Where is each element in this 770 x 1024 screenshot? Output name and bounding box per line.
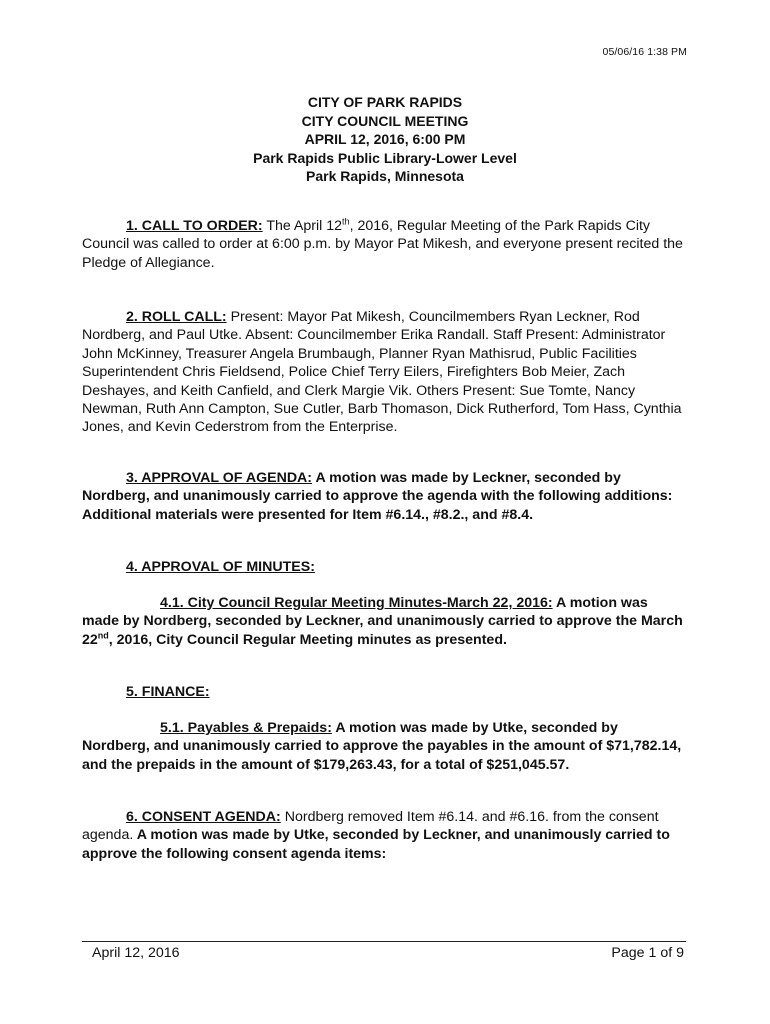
- print-timestamp: 05/06/16 1:38 PM: [602, 46, 687, 58]
- agenda-paragraph: 3. APPROVAL OF AGENDA: A motion was made by Leckner, seconded by Nordberg, and unanimously carried to approve the agenda with the following additions: Additional materials were presented for Item #6.14., #8.2., and #8.4.: [82, 470, 673, 523]
- finance-heading-line: [82, 683, 684, 701]
- agenda-heading: 3. APPROVAL OF AGENDA:: [126, 470, 313, 486]
- footer-page-number: Page 1 of 9: [611, 945, 684, 961]
- header-city-state: Park Rapids, Minnesota: [306, 168, 464, 184]
- header-meeting: CITY COUNCIL MEETING: [301, 112, 469, 129]
- minutes-heading-line: [82, 558, 684, 576]
- section-minutes-item: [82, 594, 684, 649]
- meeting-header: [0, 93, 770, 186]
- call-to-order-paragraph: 1. CALL TO ORDER: The April 12th, 2016, Regular Meeting of the Park Rapids City Council was called to order at 6:00 p.m. by Mayor Pat Mikesh, and everyone present recited the Pledge of Allegiance.: [82, 216, 683, 271]
- roll-call-heading: 2. ROLL CALL:: [126, 309, 227, 325]
- payables-heading: 5.1. Payables & Prepaids:: [160, 720, 332, 736]
- call-to-order-heading: 1. CALL TO ORDER:: [126, 218, 263, 234]
- header-date: APRIL 12, 2016, 6:00 PM: [304, 131, 466, 147]
- minutes-item-paragraph: 4.1. City Council Regular Meeting Minutes-March 22, 2016: A motion was made by Nordberg, seconded by Leckner, and unanimously carried to approve the March 22nd, 2016, City Council Regular Meeting minutes as presented.: [82, 595, 683, 648]
- section-finance: [82, 683, 684, 701]
- footer-date: April 12, 2016: [92, 945, 180, 961]
- section-consent-agenda: [82, 808, 684, 863]
- header-location: Park Rapids Public Library-Lower Level: [253, 149, 517, 166]
- header-city: CITY OF PARK RAPIDS: [307, 94, 463, 110]
- section-approval-of-agenda: [82, 469, 684, 524]
- roll-call-paragraph: 2. ROLL CALL: Present: Mayor Pat Mikesh, Councilmembers Ryan Leckner, Rod Nordberg, and Paul Utke. Absent: Councilmember Erika Randall. Staff Present: Administrator John McKinney, Treasurer Angela Brumbaugh, Planner Ryan Mathisrud, Public Facilities Superintendent Chris Fieldsend, Police Chief Terry Eilers, Firefighters Bob Meier, Zach Deshayes, and Keith Canfield, and Clerk Margie Vik. Others Present: Sue Tomte, Nancy Newman, Ruth Ann Campton, Sue Cutler, Barb Thomason, Dick Rutherford, Tom Hass, Cynthia Jones, and Kevin Cederstrom from the Enterprise.: [82, 309, 682, 436]
- consent-heading: 6. CONSENT AGENDA:: [126, 809, 281, 825]
- section-roll-call: [82, 308, 684, 437]
- footer-divider: [82, 941, 686, 942]
- minutes-item-heading: 4.1. City Council Regular Meeting Minutes-March 22, 2016:: [160, 595, 553, 611]
- finance-heading: 5. FINANCE:: [126, 684, 210, 700]
- consent-paragraph: 6. CONSENT AGENDA: Nordberg removed Item #6.14. and #6.16. from the consent agenda. A motion was made by Utke, seconded by Leckner, and unanimously carried to approve the following consent agenda items:: [82, 809, 670, 862]
- section-call-to-order: [82, 217, 684, 272]
- section-approval-of-minutes: [82, 558, 684, 576]
- payables-paragraph: 5.1. Payables & Prepaids: A motion was made by Utke, seconded by Nordberg, and unanimously carried to approve the payables in the amount of $71,782.14, and the prepaids in the amount of $179,263.43, for a total of $251,045.57.: [82, 720, 682, 773]
- section-payables: [82, 719, 684, 774]
- minutes-heading: 4. APPROVAL OF MINUTES:: [126, 559, 315, 575]
